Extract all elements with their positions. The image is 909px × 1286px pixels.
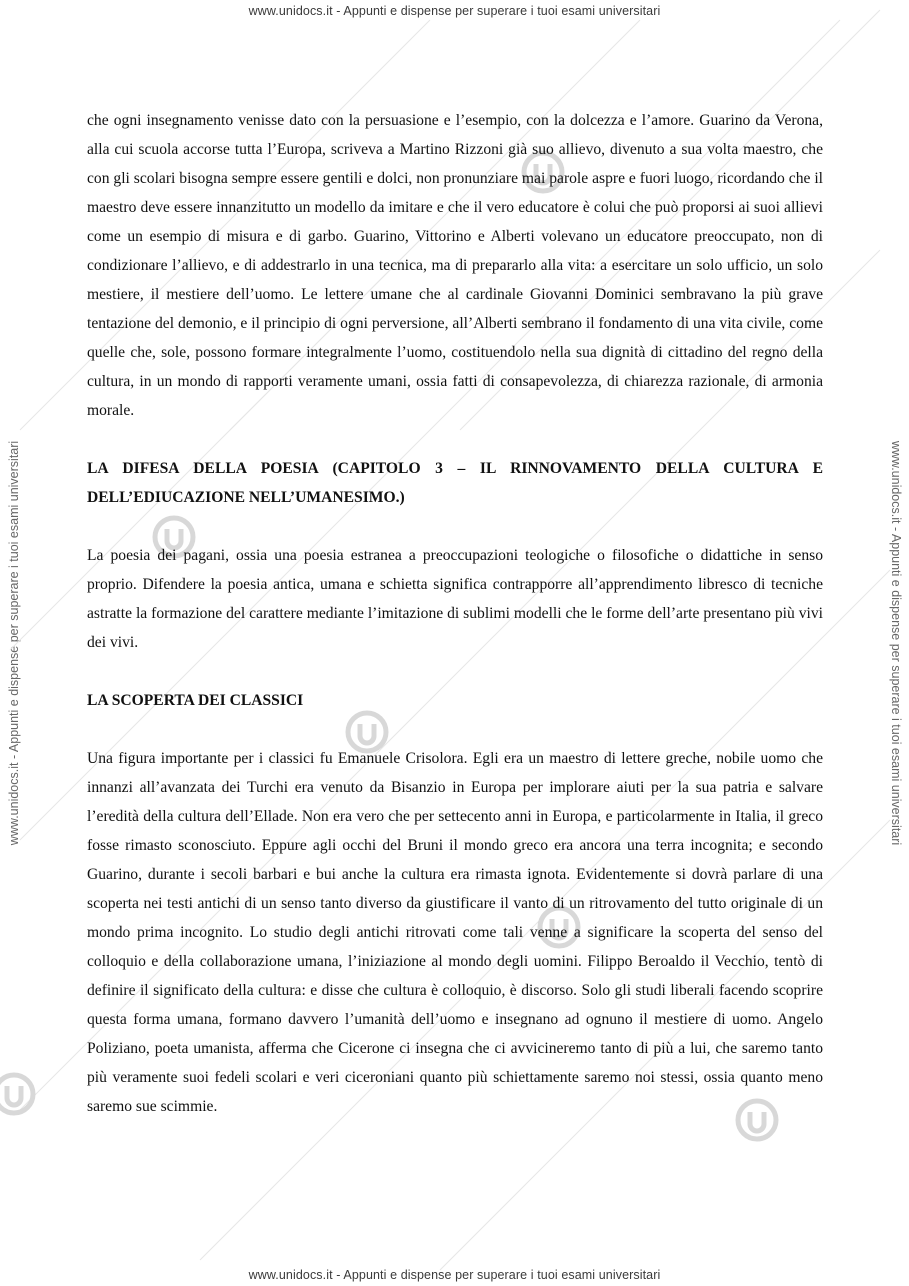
watermark-side-right: www.unidocs.it - Appunti e dispense per superare i tuoi esami universitari — [889, 440, 903, 846]
paragraph-1: che ogni insegnamento venisse dato con la persuasione e l’esempio, con la dolcezza e l’amore. Guarino da Verona, alla cui scuola accorse tutta l’Europa, scriveva a Martino Rizzoni già suo allievo, divenuto a sua volta maestro, che con gli scolari bisogna sempre essere gentili e dolci, non pronunziare mai parole aspre e fuori luogo, ricordando che il maestro deve essere innanzitutto un modello da imitare e che il vero educatore è colui che può proporsi ai suoi allievi come un esempio di misura e di garbo. Guarino, Vittorino e Alberti volevano un educatore preoccupato, non di condizionare l’allievo, e di addestrarlo in una tecnica, ma di prepararlo alla vita: a esercitare un solo ufficio, un solo mestiere, il mestiere dell’uomo. Le lettere umane che al cardinale Giovanni Dominici sembravano la più grave tentazione del demonio, e il principio di ogni perversione, all’Alberti sembrano il fondamento di una vita civile, come quelle che, sole, possono formare integralmente l’uomo, costituendolo nella sua dignità di cittadino del regno della cultura, in un mondo di rapporti veramente umani, ossia fatti di consapevolezza, di chiarezza razionale, di armonia morale. — [87, 112, 823, 419]
watermark-footer: www.unidocs.it - Appunti e dispense per superare i tuoi esami universitari — [248, 1268, 661, 1282]
document-body — [87, 106, 823, 1121]
paragraph-3: Una figura importante per i classici fu Emanuele Crisolora. Egli era un maestro di lettere greche, nobile uomo che innanzi all’avanzata dei Turchi era venuto da Bisanzio in Europa per implorare aiuti per la sua patria e salvare l’eredità della cultura dell’Ellade. Non era vero che per settecento anni in Europa, e particolarmente in Italia, il greco fosse rimasto sconosciuto. Eppure agli occhi del Bruni il mondo greco era ancora una terra incognita; e secondo Guarino, durante i secoli barbari e bui anche la cultura era rimasta ignota. Evidentemente si dovrà parlare di una scoperta nei testi antichi di un senso tanto diverso da giustificare il vanto di un ritrovamento del tutto originale di un mondo prima incognito. Lo studio degli antichi ritrovati come tali venne a significare la scoperta del senso del colloquio e della collaborazione umana, l’iniziazione al mondo degli uomini. Filippo Beroaldo il Vecchio, tentò di definire il significato della cultura: e disse che cultura è colloquio, è discorso. Solo gli studi liberali facendo scoprire questa forma umana, formano davvero l’umanità dell’uomo e insegnano ad ognuno il mestiere di uomo. Angelo Poliziano, poeta umanista, afferma che Cicerone ci insegna che ci avvicineremo tanto di più a lui, che saremo tanto più veramente suoi fedeli scolari e veri ciceroniani quanto più schiettamente saremo noi stessi, ossia quanto meno saremo sue scimmie. — [87, 750, 823, 1115]
unidocs-logo-icon — [0, 1072, 36, 1116]
watermark-header: www.unidocs.it - Appunti e dispense per superare i tuoi esami universitari — [248, 4, 661, 18]
heading-difesa-poesia: LA DIFESA DELLA POESIA (CAPITOLO 3 – IL RINNOVAMENTO DELLA CULTURA E DELL’EDIUCAZIONE NELL’UMANESIMO.) — [87, 460, 823, 506]
paragraph-2: La poesia dei pagani, ossia una poesia estranea a preoccupazioni teologiche o filosofiche o didattiche in senso proprio. Difendere la poesia antica, umana e schietta significa contrapporre all’apprendimento libresco di tecniche astratte la formazione del carattere mediante l’imitazione di sublimi modelli che le forme dell’arte presentano più vivi dei vivi. — [87, 547, 823, 651]
heading-scoperta-classici: LA SCOPERTA DEI CLASSICI — [87, 692, 304, 709]
watermark-side-left: www.unidocs.it - Appunti e dispense per superare i tuoi esami universitari — [7, 440, 21, 846]
